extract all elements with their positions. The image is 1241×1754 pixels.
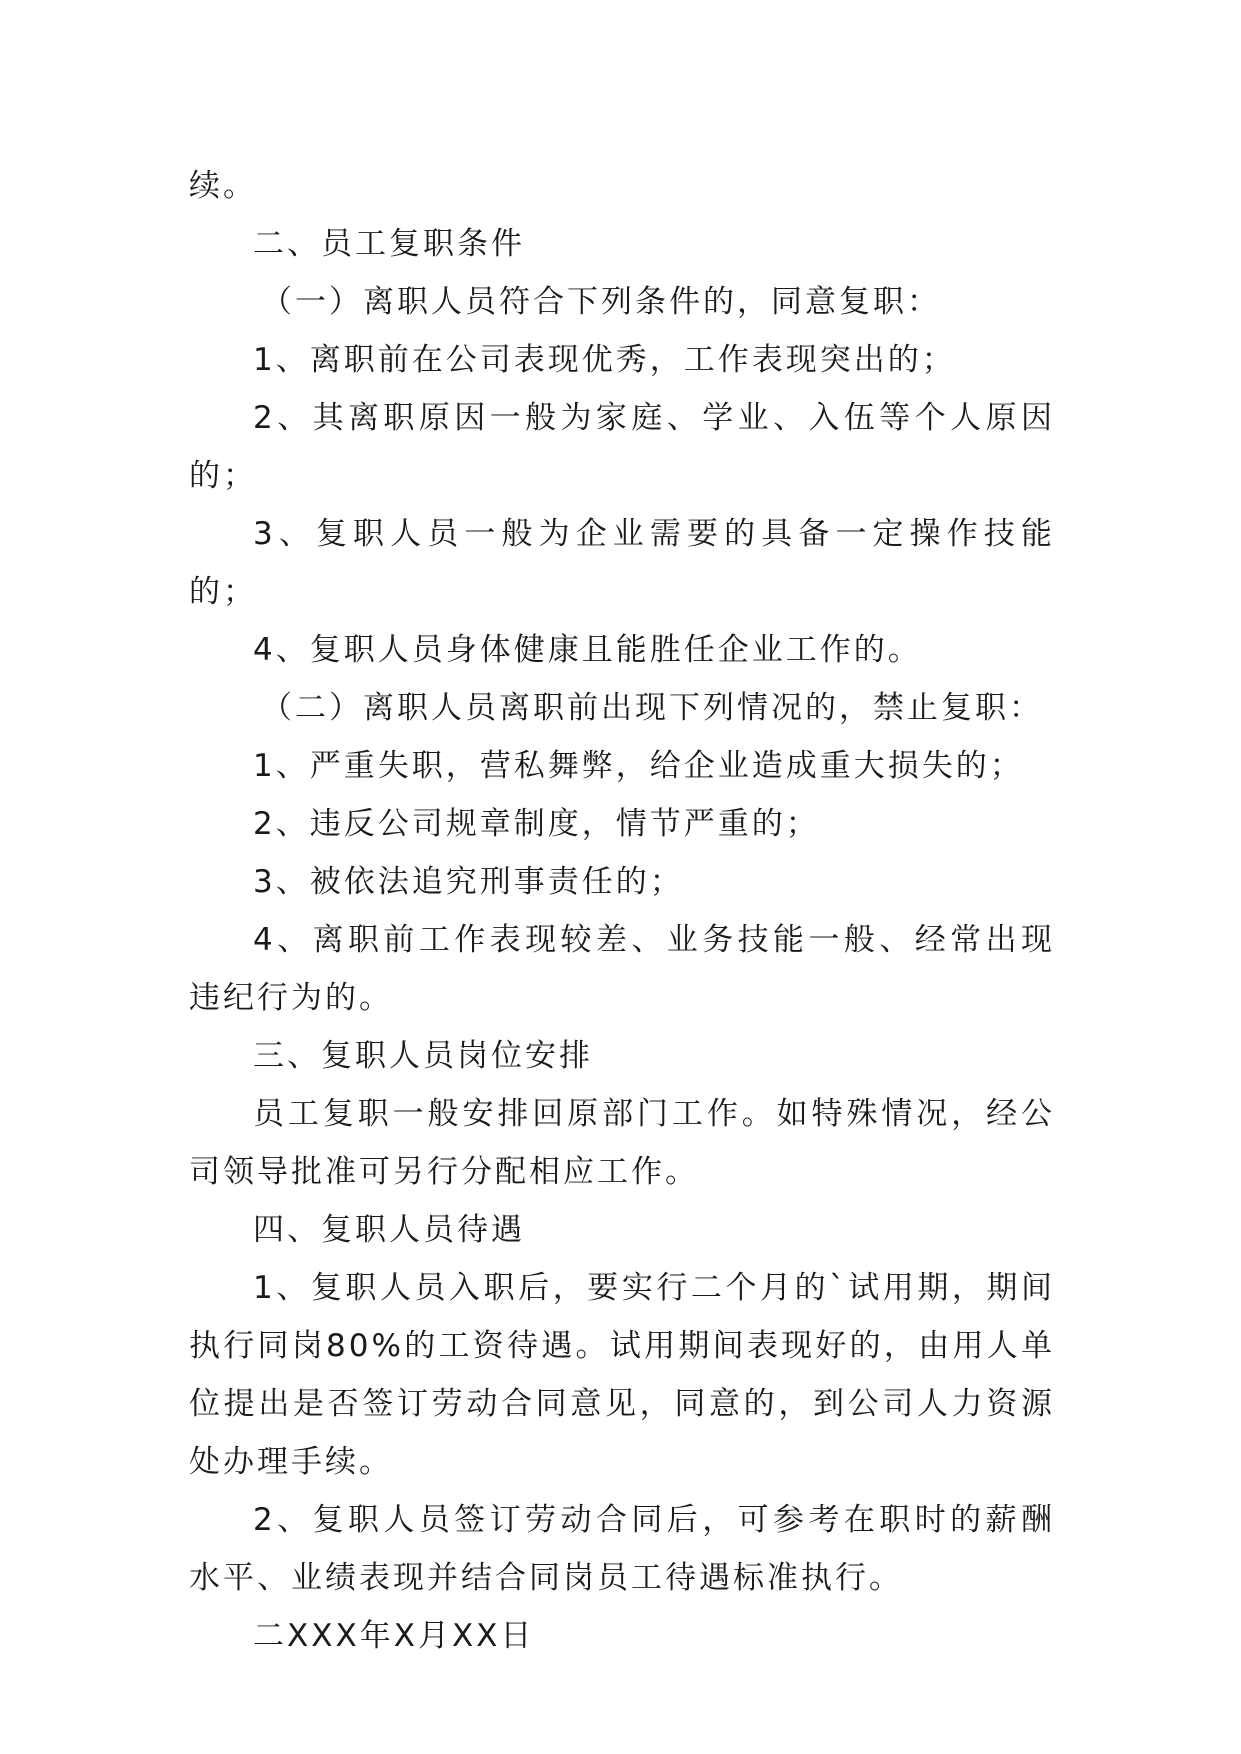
document-body <box>189 157 1055 1665</box>
list-item: 1、严重失职，营私舞弊，给企业造成重大损失的； <box>253 748 1024 784</box>
list-item: 1、离职前在公司表现优秀，工作表现突出的； <box>253 342 956 378</box>
list-item: 4、复职人员身体健康且能胜任企业工作的。 <box>253 632 922 668</box>
section-heading-2: 二、员工复职条件 <box>253 226 525 262</box>
list-item: 2、其离职原因一般为家庭、学业、入伍等个人原因的； <box>189 400 1055 494</box>
list-item: 2、违反公司规章制度，情节严重的； <box>253 806 820 842</box>
body-paragraph: 2、复职人员签订劳动合同后，可参考在职时的薪酬水平、业绩表现并结合同岗员工待遇标准执行。 <box>189 1502 1055 1596</box>
paragraph-continuation: 续。 <box>189 168 257 204</box>
list-item: 3、被依法追究刑事责任的； <box>253 864 684 900</box>
section-heading-3: 三、复职人员岗位安排 <box>253 1038 593 1074</box>
section-heading-4: 四、复职人员待遇 <box>253 1212 525 1248</box>
list-item: 3、复职人员一般为企业需要的具备一定操作技能的； <box>189 516 1055 610</box>
list-item: 4、离职前工作表现较差、业务技能一般、经常出现违纪行为的。 <box>189 922 1055 1016</box>
body-paragraph: 1、复职人员入职后，要实行二个月的`试用期，期间执行同岗80%的工资待遇。试用期间表现好的，由用人单位提出是否签订劳动合同意见，同意的，到公司人力资源处办理手续。 <box>189 1270 1055 1480</box>
subsection-heading-2: （二）离职人员离职前出现下列情况的，禁止复职： <box>261 690 1043 726</box>
date-line: 二XXX年X月XX日 <box>253 1618 535 1654</box>
body-paragraph: 员工复职一般安排回原部门工作。如特殊情况，经公司领导批准可另行分配相应工作。 <box>189 1096 1055 1190</box>
subsection-heading-1: （一）离职人员符合下列条件的，同意复职： <box>261 284 941 320</box>
